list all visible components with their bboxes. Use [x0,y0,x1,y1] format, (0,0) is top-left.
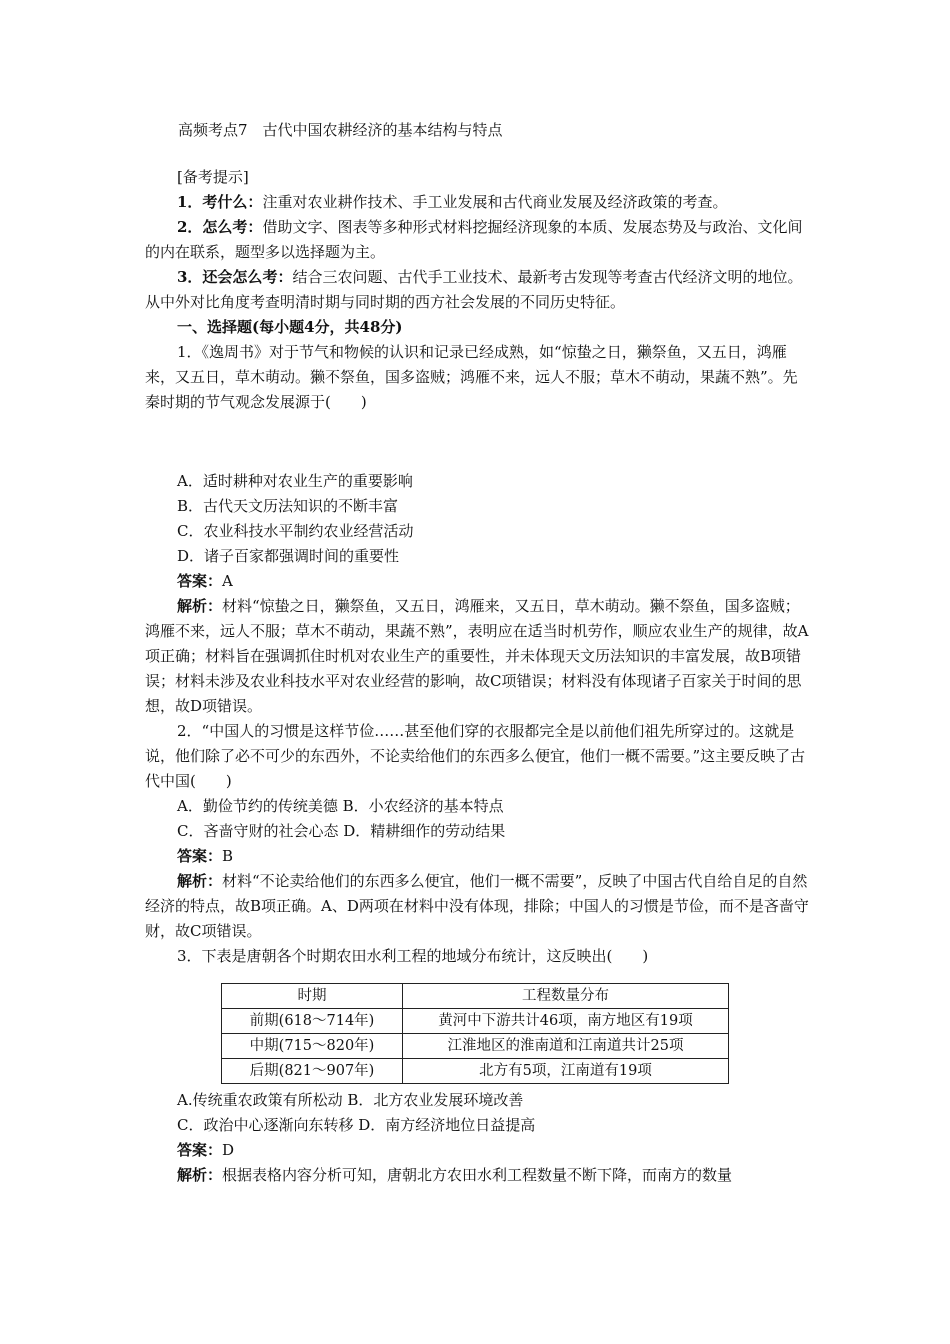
option: A.传统重农政策有所松动 B．北方农业发展环境改善 [177,1091,524,1109]
analysis-text: 材料“不论卖给他们的东西多么便宜，他们一概不需要”，反映了中国古代自给自足的自然经济的特点，故B项正确。A、D两项在材料中没有体现，排除；中国人的习惯是节俭，而不是吝啬守财，故C项错误。 [145,872,809,940]
answer-label: 答案： [177,1141,223,1159]
answer [145,844,810,869]
question-stem: 1．《逸周书》对于节气和物候的认识和记录已经成熟，如“惊蛰之日，獭祭鱼，又五日，鸿雁来，又五日，草木萌动。獭不祭鱼，国多盗贼；鸿雁不来，远人不服；草木不萌动，果蔬不熟”。先秦时期的节气观念发展源于( ) [145,343,798,411]
answer-label: 答案： [177,847,223,865]
table-cell: 后期(821～907年) [222,1059,403,1084]
analysis [145,869,810,944]
tip-text: 注重对农业耕作技术、手工业发展和古代商业发展及经济政策的考查。 [262,193,728,211]
analysis-text: 材料“惊蛰之日，獭祭鱼，又五日，鸿雁来，又五日，草木萌动。獭不祭鱼，国多盗贼；鸿雁不来，远人不服；草木不萌动，果蔬不熟”，表明应在适当时机劳作，顺应农业生产的规律，故A项正确；材料旨在强调抓住时机对农业生产的重要性，并未体现天文历法知识的丰富发展，故B项错误；材料未涉及农业科技水平对农业经营的影响，故C项错误；材料没有体现诸子百家关于时间的思想，故D项错误。 [145,597,809,715]
answer-value: B [222,847,234,865]
page-title: 高频考点7 古代中国农耕经济的基本结构与特点 [178,121,503,139]
tip-label: 1．考什么： [177,193,263,211]
table-header: 时期 [222,984,403,1009]
tip-text: 结合三农问题、古代手工业技术、最新考古发现等考查古代经济文明的地位。从中外对比角度考查明清时期与同时期的西方社会发展的不同历史特征。 [145,268,803,311]
tip-label: 3．还会怎么考： [177,268,293,286]
table-header-row [222,984,729,1009]
option: D．诸子百家都强调时间的重要性 [177,547,400,565]
answer-label: 答案： [177,572,223,590]
option: C．吝啬守财的社会心态 D．精耕细作的劳动结果 [177,822,506,840]
table-row [222,1059,729,1084]
question-stem: 2．“中国人的习惯是这样节俭……甚至他们穿的衣服都完全是以前他们祖先所穿过的。这就是说，他们除了必不可少的东西外，不论卖给他们的东西多么便宜，他们一概不需要。”这主要反映了古代中国( ) [145,722,806,790]
analysis-label: 解析： [177,1166,223,1184]
option: A．勤俭节约的传统美德 B．小农经济的基本特点 [177,797,504,815]
answer-space [145,415,810,469]
tip-heading: [备考提示] [177,168,249,186]
tip-label: 2．怎么考： [177,218,263,236]
table-cell: 黄河中下游共计46项，南方地区有19项 [403,1009,729,1034]
option: A．适时耕种对农业生产的重要影响 [177,472,413,490]
table-cell: 北方有5项，江南道有19项 [403,1059,729,1084]
option: B．古代天文历法知识的不断丰富 [177,497,399,515]
answer-value: D [222,1141,235,1159]
answer-value: A [222,572,233,590]
table-row [222,1009,729,1034]
tip-item [145,215,810,265]
table-cell: 中期(715～820年) [222,1034,403,1059]
answer [145,1138,810,1163]
analysis [145,1163,810,1188]
section-heading: 一、选择题(每小题4分，共48分) [177,318,403,336]
tip-text: 借助文字、图表等多种形式材料挖掘经济现象的本质、发展态势及与政治、文化间的内在联系，题型多以选择题为主。 [145,218,803,261]
table-cell: 前期(618～714年) [222,1009,403,1034]
table-cell: 江淮地区的淮南道和江南道共计25项 [403,1034,729,1059]
question-stem: 3．下表是唐朝各个时期农田水利工程的地域分布统计，这反映出( ) [177,947,649,965]
tip-item [145,190,810,215]
answer [145,569,810,594]
analysis-text: 根据表格内容分析可知，唐朝北方农田水利工程数量不断下降，而南方的数量 [222,1166,733,1184]
tip-item [145,265,810,315]
irrigation-table [221,983,729,1084]
document-page [145,118,810,1188]
table-header: 工程数量分布 [403,984,729,1009]
analysis [145,594,810,719]
analysis-label: 解析： [177,872,223,890]
option: C．政治中心逐渐向东转移 D．南方经济地位日益提高 [177,1116,536,1134]
option: C．农业科技水平制约农业经营活动 [177,522,414,540]
analysis-label: 解析： [177,597,223,615]
table-row [222,1034,729,1059]
